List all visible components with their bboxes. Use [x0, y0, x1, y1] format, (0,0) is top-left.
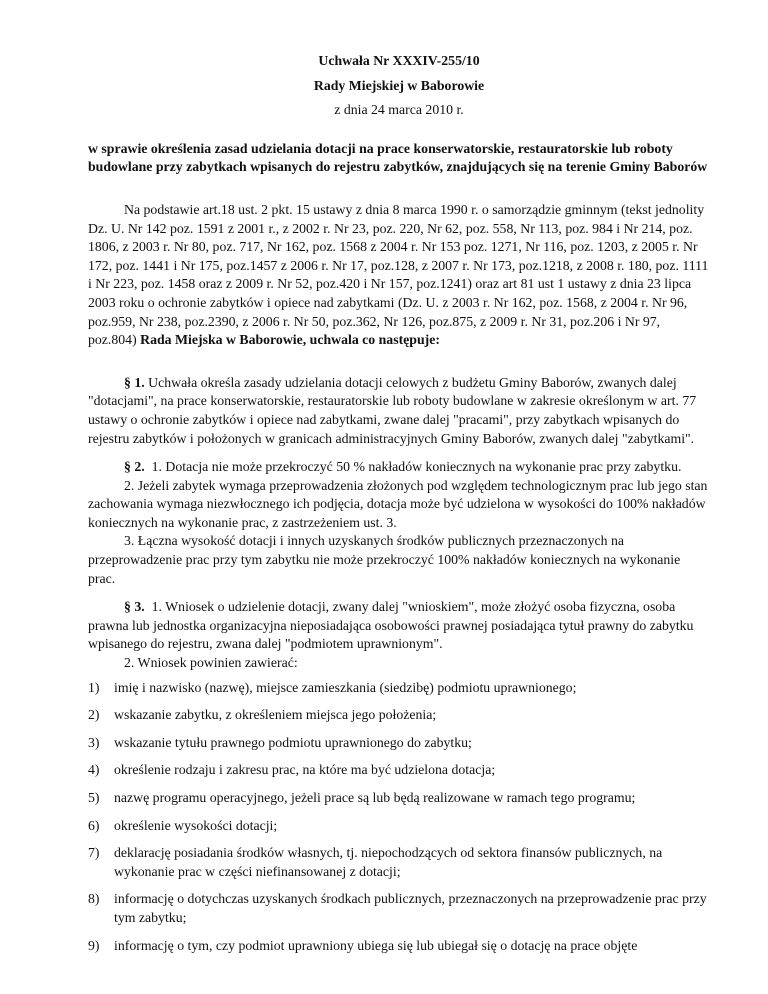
resolution-title: Uchwała Nr XXXIV-255/10 — [318, 53, 480, 68]
resolution-date: z dnia 24 marca 2010 r. — [334, 102, 464, 118]
list-item: 6) określenie wysokości dotacji; — [88, 817, 278, 833]
legal-basis-text: Na podstawie art.18 ust. 2 pkt. 15 ustawy z dnia 8 marca 1990 r. o samorządzie gminnym (tekst jednolity Dz. U. Nr 142 poz. 1591 z 2001 r., z 2002 r. Nr 23, poz. 220, Nr 62, poz. 558, Nr 113, poz. 984 i Nr 214, poz. 1806, z 2003 r. Nr 80, poz. 717, Nr 162, poz. 1568 z 2004 r. Nr 153 poz. 1271, Nr 116, poz. 1203, z 2005 r. Nr 172, poz. 1441 i Nr 175, poz.1457 z 2006 r. Nr 17, poz.128, z 2007 r. Nr 173, poz.1218, z 2008 r. 180, poz. 1111 i Nr 223, poz. 1458 oraz z 2009 r. Nr 52, poz.420 i Nr 157, poz.1241) oraz art 81 ust 1 ustawy z dnia 23 lipca 2003 roku o ochronie zabytków i opiece nad zabytkami (Dz. U. z 2003 r. Nr 162, poz. 1568, z 2004 r. Nr 96, poz.959, Nr 238, poz.2390, z 2006 r. Nr 50, poz.362, Nr 126, poz.875, z 2009 r. Nr 31, poz.206 i Nr 97, poz.804) — [88, 201, 709, 348]
section-1-text: Uchwała określa zasady udzielania dotacji celowych z budżetu Gminy Baborów, zwanych dalej "dotacjami", na prace konserwatorskie, restauratorskie lub roboty budowlane w zakresie określonym w art. 77 ustawy o ochronie zabytków i opiece nad zabytkami, zwane dalej "pracami", przy zabytkach wpisanych do rejestru zabytków i położonych w granicach administracyjnych Gminy Baborów, zwanych dalej "zabytkami". — [88, 374, 697, 446]
section-3 — [88, 598, 710, 955]
section-1 — [88, 374, 710, 448]
section-2-point-3: 3. Łączna wysokość dotacji i innych uzyskanych środków publicznych przeznaczonych na przeprowadzenie prac przy tym zabytku nie może przekroczyć 100% nakładów koniecznych na wykonanie prac. — [88, 533, 681, 586]
section-2 — [88, 458, 710, 588]
legal-basis-conclusion: Rada Miejska w Baborowie, uchwala co następuje: — [140, 332, 440, 348]
list-item: 8) informację o dotychczas uzyskanych środkach publicznych, przeznaczonych na przeprowadzenie prac przy tym zabytku; — [88, 891, 707, 925]
section-3-number: § 3. — [124, 599, 145, 615]
document-header — [88, 52, 710, 120]
list-item: 2) wskazanie zabytku, z określeniem miejsca jego położenia; — [88, 707, 437, 723]
section-2-point-2: 2. Jeżeli zabytek wymaga przeprowadzenia złożonych pod względem technologicznym prac lub jego stan zachowania wymaga niezwłocznego ich podjęcia, dotacja może być udzielona w wysokości do 100% nakładów koniecznych na wykonanie prac, z zastrzeżeniem ust. 3. — [88, 477, 708, 530]
legal-basis — [88, 201, 710, 350]
list-item: 3) wskazanie tytułu prawnego podmiotu uprawnionego do zabytku; — [88, 734, 472, 750]
section-3-point-1: 1. Wniosek o udzielenie dotacji, zwany dalej "wnioskiem", może złożyć osoba fizyczna, osoba prawna lub jednostka organizacyjna nieposiadająca osobowości prawnej posiadająca tytuł prawny do zabytku wpisanego do rejestru, zwana dalej "podmiotem uprawnionym". — [88, 599, 694, 652]
list-item: 4) określenie rodzaju i zakresu prac, na które ma być udzielona dotacja; — [88, 762, 496, 778]
section-2-point-1: 1. Dotacja nie może przekroczyć 50 % nakładów koniecznych na wykonanie prac przy zabytku. — [151, 459, 682, 475]
application-requirements-list — [88, 679, 710, 956]
section-2-number: § 2. — [124, 459, 145, 475]
list-item: 9) informację o tym, czy podmiot uprawniony ubiega się lub ubiegał się o dotację na prace objęte — [88, 937, 638, 953]
section-3-point-2: 2. Wniosek powinien zawierać: — [124, 655, 298, 671]
council-name: Rady Miejskiej w Baborowie — [313, 77, 485, 93]
list-item: 7) deklarację posiadania środków własnych, tj. niepochodzących od sektora finansów publicznych, na wykonanie prac w części niefinansowanej z dotacji; — [88, 845, 663, 879]
section-1-number: § 1. — [124, 374, 145, 390]
resolution-subject: w sprawie określenia zasad udzielania dotacji na prace konserwatorskie, restauratorskie lub roboty budowlane przy zabytkach wpisanych do rejestru zabytków, znajdujących się na terenie Gminy Baborów — [88, 140, 708, 175]
list-item: 1) imię i nazwisko (nazwę), miejsce zamieszkania (siedzibę) podmiotu uprawnionego; — [88, 679, 577, 695]
list-item: 5) nazwę programu operacyjnego, jeżeli prace są lub będą realizowane w ramach tego programu; — [88, 790, 636, 805]
